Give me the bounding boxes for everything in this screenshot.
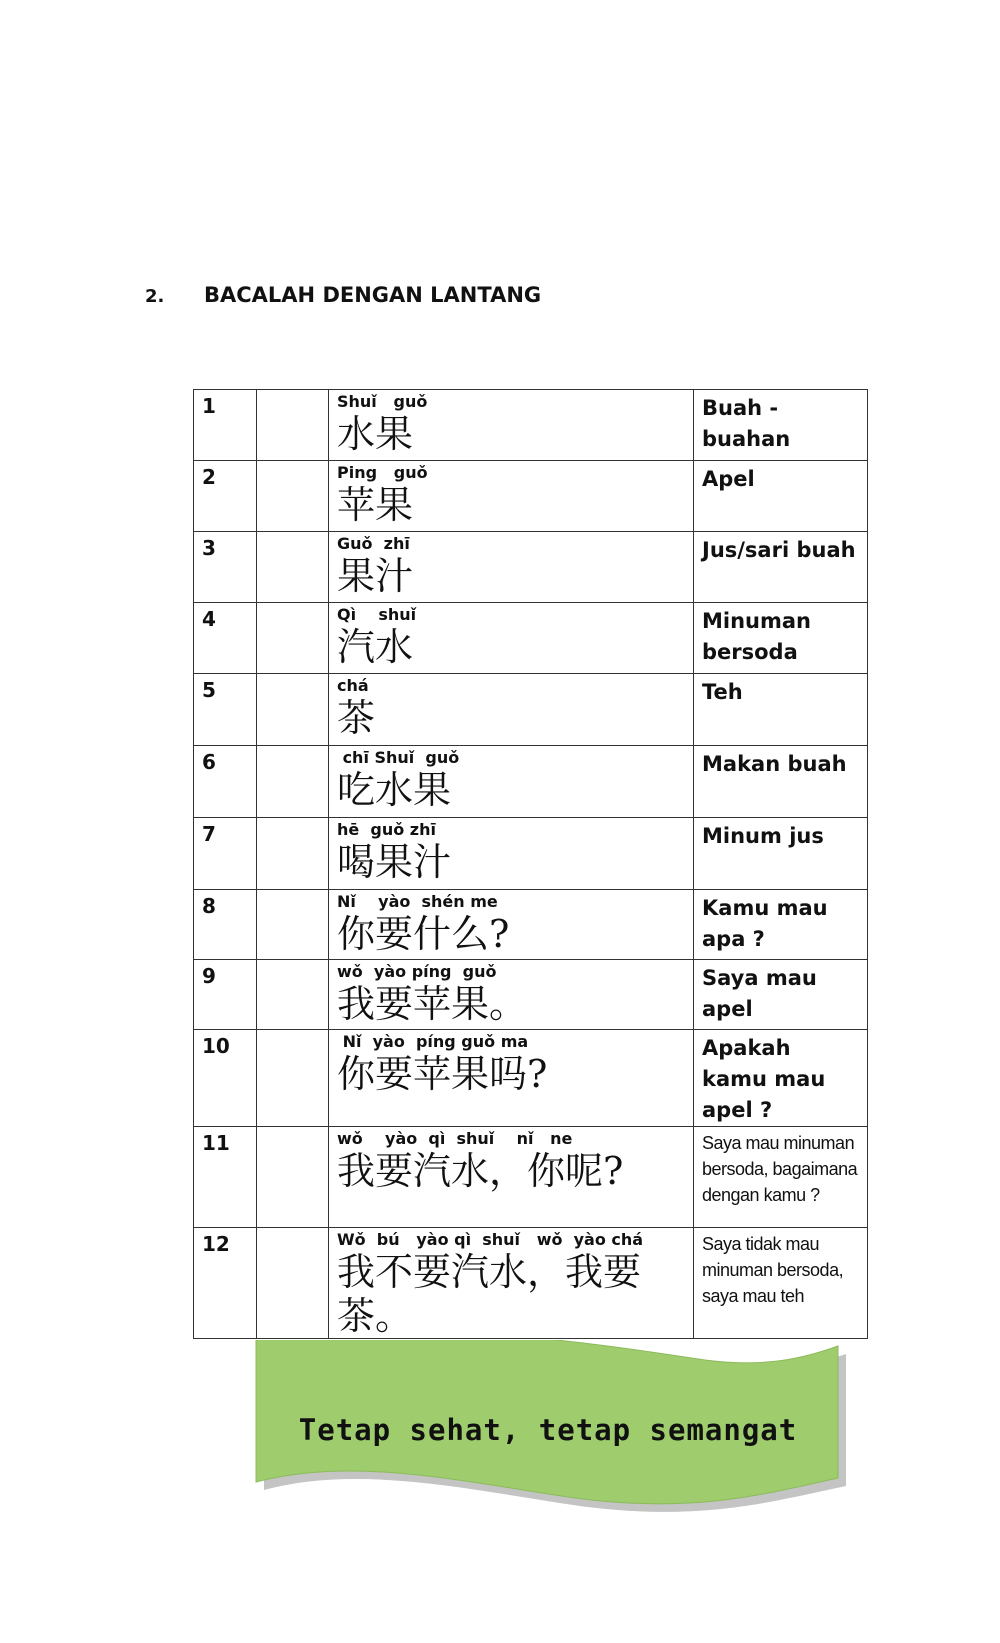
meaning-cell: Saya mau minuman bersoda, bagaimana dengan kamu ? bbox=[694, 1127, 868, 1228]
chinese-cell bbox=[329, 603, 694, 674]
row-number: 10 bbox=[194, 1030, 257, 1127]
pinyin-text: Wǒ bú yào qì shuǐ wǒ yào chá bbox=[337, 1230, 644, 1249]
hanzi-text: 茶 bbox=[337, 696, 376, 740]
row-number: 1 bbox=[194, 390, 257, 461]
row-number: 4 bbox=[194, 603, 257, 674]
table-row bbox=[194, 746, 868, 818]
table-row bbox=[194, 603, 868, 674]
row-number: 7 bbox=[194, 818, 257, 890]
hanzi-text: 水果 bbox=[337, 412, 414, 456]
table-row bbox=[194, 390, 868, 461]
hanzi-text: 汽水 bbox=[337, 625, 414, 669]
row-number: 2 bbox=[194, 461, 257, 532]
blank-cell bbox=[257, 818, 329, 890]
meaning-cell: Kamu mau apa ? bbox=[694, 890, 868, 960]
hanzi-text: 我要汽水，你呢? bbox=[337, 1149, 624, 1193]
chinese-cell bbox=[329, 890, 694, 960]
pinyin-text: Qì shuǐ bbox=[337, 605, 417, 624]
blank-cell bbox=[257, 1127, 329, 1228]
table-row bbox=[194, 1228, 868, 1339]
meaning-cell: Makan buah bbox=[694, 746, 868, 818]
banner-text: Tetap sehat, tetap semangat bbox=[298, 1413, 798, 1447]
blank-cell bbox=[257, 890, 329, 960]
table-row bbox=[194, 1030, 868, 1127]
blank-cell bbox=[257, 1228, 329, 1339]
section-number: 2. bbox=[145, 286, 165, 307]
pinyin-text: chá bbox=[337, 676, 369, 695]
meaning-cell: Minuman bersoda bbox=[694, 603, 868, 674]
hanzi-text: 吃水果 bbox=[337, 768, 452, 812]
hanzi-text: 我要苹果。 bbox=[337, 982, 528, 1026]
hanzi-text: 你要什么? bbox=[337, 912, 510, 956]
chinese-cell bbox=[329, 532, 694, 603]
table-row bbox=[194, 818, 868, 890]
table-row bbox=[194, 1127, 868, 1228]
section-title: BACALAH DENGAN LANTANG bbox=[204, 283, 542, 307]
chinese-cell bbox=[329, 1030, 694, 1127]
chinese-cell bbox=[329, 674, 694, 746]
row-number: 12 bbox=[194, 1228, 257, 1339]
table-row bbox=[194, 461, 868, 532]
hanzi-text: 喝果汁 bbox=[337, 840, 452, 884]
meaning-cell: Apakah kamu mau apel ? bbox=[694, 1030, 868, 1127]
chinese-cell bbox=[329, 818, 694, 890]
chinese-cell bbox=[329, 960, 694, 1030]
table-row bbox=[194, 960, 868, 1030]
vocabulary-table bbox=[193, 389, 868, 1339]
chinese-cell bbox=[329, 461, 694, 532]
pinyin-text: Ping guǒ bbox=[337, 463, 428, 482]
row-number: 9 bbox=[194, 960, 257, 1030]
table-row bbox=[194, 890, 868, 960]
row-number: 6 bbox=[194, 746, 257, 818]
motivation-banner bbox=[250, 1340, 846, 1520]
blank-cell bbox=[257, 461, 329, 532]
row-number: 3 bbox=[194, 532, 257, 603]
pinyin-text: wǒ yào qì shuǐ nǐ ne bbox=[337, 1129, 573, 1148]
chinese-cell bbox=[329, 746, 694, 818]
meaning-cell: Buah - buahan bbox=[694, 390, 868, 461]
pinyin-text: Nǐ yào shén me bbox=[337, 892, 498, 911]
row-number: 5 bbox=[194, 674, 257, 746]
blank-cell bbox=[257, 1030, 329, 1127]
meaning-cell: Teh bbox=[694, 674, 868, 746]
pinyin-text: chī Shuǐ guǒ bbox=[337, 748, 460, 767]
pinyin-text: Shuǐ guǒ bbox=[337, 392, 428, 411]
blank-cell bbox=[257, 532, 329, 603]
pinyin-text: hē guǒ zhī bbox=[337, 820, 436, 839]
chinese-cell bbox=[329, 390, 694, 461]
section-heading bbox=[145, 283, 541, 307]
blank-cell bbox=[257, 674, 329, 746]
meaning-cell: Saya mau apel bbox=[694, 960, 868, 1030]
hanzi-text: 苹果 bbox=[337, 483, 414, 527]
meaning-cell: Minum jus bbox=[694, 818, 868, 890]
hanzi-text: 我不要汽水，我要茶。 bbox=[337, 1250, 642, 1338]
table-row bbox=[194, 532, 868, 603]
meaning-cell: Saya tidak mau minuman bersoda, saya mau teh bbox=[694, 1228, 868, 1339]
pinyin-text: Nǐ yào píng guǒ ma bbox=[337, 1032, 529, 1051]
blank-cell bbox=[257, 603, 329, 674]
row-number: 11 bbox=[194, 1127, 257, 1228]
hanzi-text: 你要苹果吗? bbox=[337, 1052, 548, 1096]
pinyin-text: wǒ yào píng guǒ bbox=[337, 962, 497, 981]
hanzi-text: 果汁 bbox=[337, 554, 414, 598]
blank-cell bbox=[257, 390, 329, 461]
blank-cell bbox=[257, 960, 329, 1030]
chinese-cell bbox=[329, 1228, 694, 1339]
meaning-cell: Apel bbox=[694, 461, 868, 532]
row-number: 8 bbox=[194, 890, 257, 960]
meaning-cell: Jus/sari buah bbox=[694, 532, 868, 603]
table-row bbox=[194, 674, 868, 746]
chinese-cell bbox=[329, 1127, 694, 1228]
blank-cell bbox=[257, 746, 329, 818]
pinyin-text: Guǒ zhī bbox=[337, 534, 410, 553]
